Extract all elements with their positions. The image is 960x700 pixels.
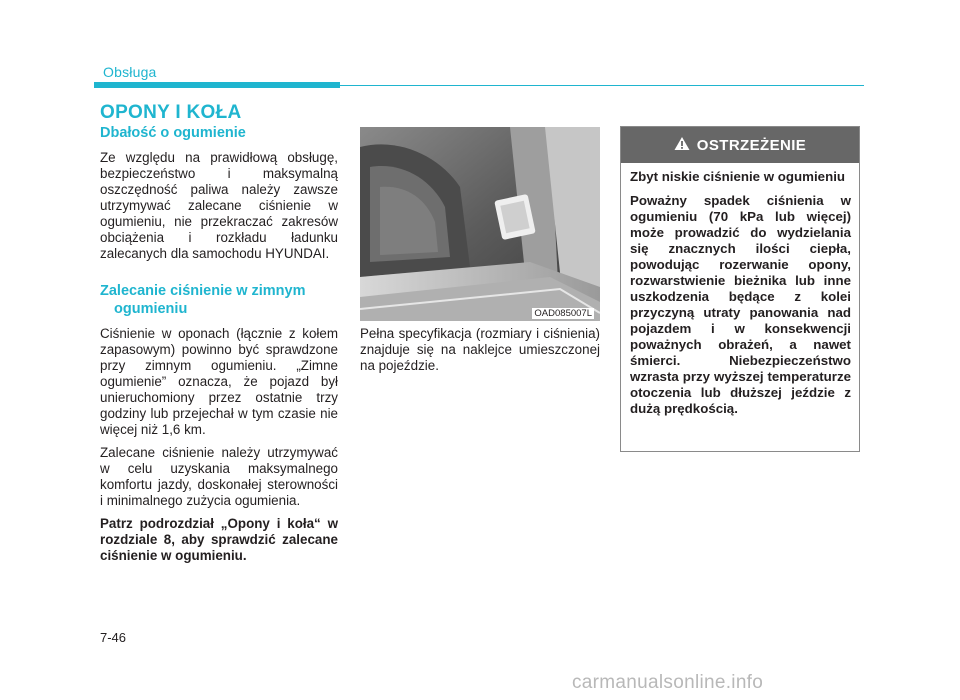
paragraph-maintain-pressure: Zalecane ciśnienie należy utrzymywać w celu uzyskania maksymalnego komfortu jazdy, doskonałej sterowności i minimalnego zużycia ogumienia. xyxy=(100,445,338,508)
header-rule xyxy=(340,85,864,86)
paragraph-cold-pressure: Ciśnienie w oponach (łącznie z kołem zapasowym) powinno być sprawdzone przy zimnym ogumieniu. „Zimne ogumienie” oznacza, że pojazd był unieruchomiony przez ostatnie trzy godziny lub przejechał w tym czasie nie więcej niż 1,6 km. xyxy=(100,326,338,437)
door-sill-illustration xyxy=(360,127,600,321)
warning-title: Zbyt niskie ciśnienie w ogumieniu xyxy=(630,169,846,184)
text-column xyxy=(100,124,338,571)
page-number: 7-46 xyxy=(100,630,127,645)
warning-header xyxy=(621,127,859,163)
warning-box xyxy=(620,126,860,452)
warning-header-label: OSTRZEŻENIE xyxy=(696,136,807,154)
subheading-tire-care: Dbałość o ogumienie xyxy=(100,125,246,141)
header-bar xyxy=(94,82,340,88)
warning-text: Poważny spadek ciśnienia w ogumieniu (70 kPa lub więcej) może prowadzić do wydzielania się znacznych ilości ciepła, powodując rozerwanie opony, rozwarstwienie bieżnika lub inne uszkodzenia będące z kolei przyczyną utraty panowania nad pojazdem i w konsekwencji poważnych obrażeń, a nawet śmierci. Niebezpieczeństwo wzrasta przy wyższej temperaturze otoczenia lub dłuższej jeździe z dużą prędkością. xyxy=(630,193,851,416)
photo-code: OAD085007L xyxy=(534,308,592,319)
subheading-cold-pressure-line2: ogumieniu xyxy=(114,301,188,317)
subheading-cold-pressure xyxy=(100,282,338,318)
paragraph-see-chapter: Patrz podrozdział „Opony i koła“ w rozdziale 8, aby sprawdzić zalecane ciśnienie w ogumieniu. xyxy=(100,516,338,563)
warning-triangle-icon xyxy=(674,136,690,155)
header-section-label: Obsługa xyxy=(103,64,157,80)
door-sill-photo xyxy=(360,127,600,321)
paragraph-tire-care: Ze względu na prawidłową obsługę, bezpieczeństwo i maksymalną oszczędność paliwa należy zawsze utrzymywać zalecane ciśnienie w ogumieniu, nie przekraczać zakresów obciążenia i rozkładu ładunku zalecanych dla samochodu HYUNDAI. xyxy=(100,150,338,261)
section-title: OPONY I KOŁA xyxy=(100,102,242,123)
watermark: carmanualsonline.info xyxy=(572,672,764,693)
warning-body xyxy=(621,163,859,417)
subheading-cold-pressure-line1: Zalecanie ciśnienie w zimnym xyxy=(100,283,306,299)
photo-caption: Pełna specyfikacja (rozmiary i ciśnienia) znajduje się na naklejce umieszczonej na pojeździe. xyxy=(360,326,600,373)
